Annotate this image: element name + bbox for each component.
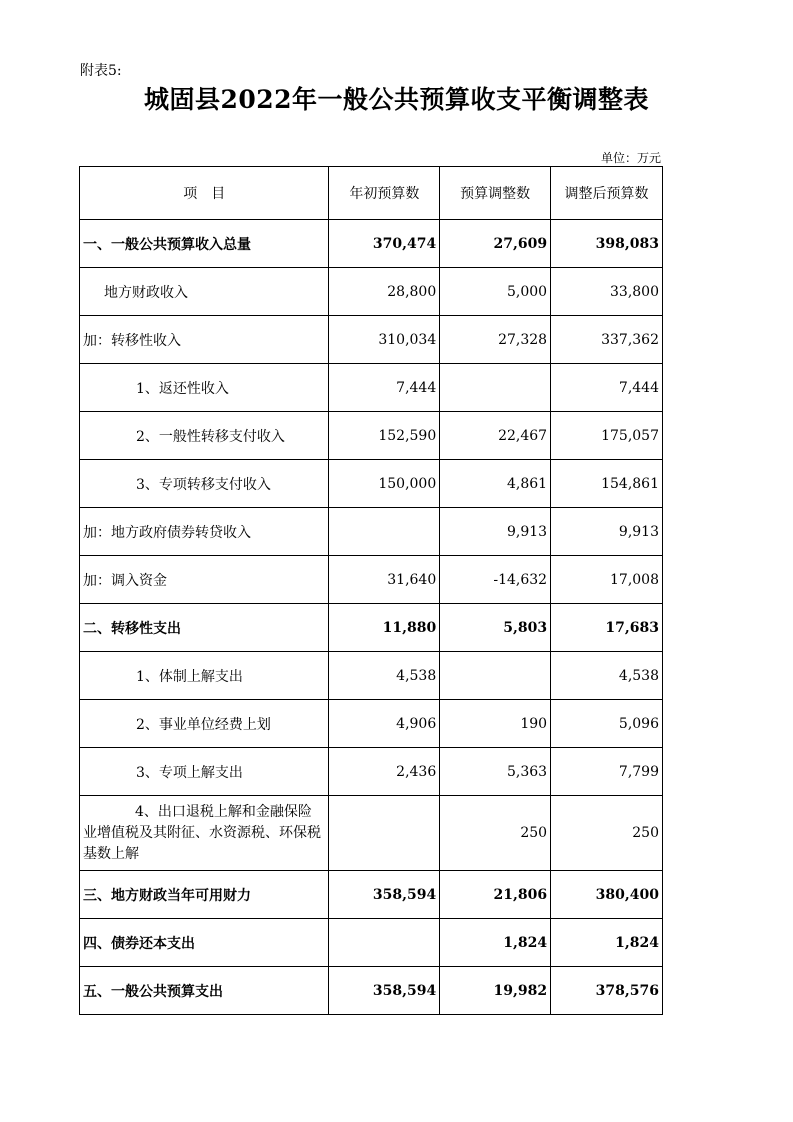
table-row: [80, 268, 663, 316]
row-adjusted: 337,362: [551, 316, 663, 364]
row-adjust: 19,982: [440, 967, 551, 1015]
row-initial: 31,640: [329, 556, 440, 604]
row-adjust: 22,467: [440, 412, 551, 460]
row-initial: 358,594: [329, 967, 440, 1015]
header-initial-budget: 年初预算数: [329, 167, 440, 220]
row-adjusted: 17,683: [551, 604, 663, 652]
table-row: [80, 364, 663, 412]
row-adjusted: 175,057: [551, 412, 663, 460]
row-label: 1、体制上解支出: [80, 652, 329, 700]
row-label: [80, 796, 329, 871]
table-row: [80, 220, 663, 268]
table-row: [80, 919, 663, 967]
row-initial: 2,436: [329, 748, 440, 796]
row-adjust: -14,632: [440, 556, 551, 604]
row-label: 二、转移性支出: [80, 604, 329, 652]
row-initial: 7,444: [329, 364, 440, 412]
row-label: 3、专项转移支付收入: [80, 460, 329, 508]
attachment-label: 附表5:: [80, 63, 122, 79]
table-header-row: [80, 167, 663, 220]
row-adjusted: 17,008: [551, 556, 663, 604]
row-initial: 358,594: [329, 871, 440, 919]
row-adjust: 21,806: [440, 871, 551, 919]
header-budget-adjustment: 预算调整数: [440, 167, 551, 220]
table-row: [80, 748, 663, 796]
table-row: [80, 460, 663, 508]
row-label: 一、一般公共预算收入总量: [80, 220, 329, 268]
table-row: [80, 700, 663, 748]
row-initial: [329, 919, 440, 967]
row-initial: 11,880: [329, 604, 440, 652]
row-initial: 370,474: [329, 220, 440, 268]
row-adjust: 250: [440, 796, 551, 871]
row-adjusted: 9,913: [551, 508, 663, 556]
row-adjust: 27,609: [440, 220, 551, 268]
row-adjusted: 378,576: [551, 967, 663, 1015]
row-label: 2、事业单位经费上划: [80, 700, 329, 748]
row-label: 五、一般公共预算支出: [80, 967, 329, 1015]
header-adjusted-budget: 调整后预算数: [551, 167, 663, 220]
table-row: [80, 652, 663, 700]
table-row: [80, 508, 663, 556]
table-row: [80, 604, 663, 652]
row-adjust: 5,000: [440, 268, 551, 316]
row-label: 地方财政收入: [80, 268, 329, 316]
row-adjusted: 250: [551, 796, 663, 871]
row-adjust: 1,824: [440, 919, 551, 967]
table-row: [80, 556, 663, 604]
row-adjusted: 7,444: [551, 364, 663, 412]
row-initial: [329, 508, 440, 556]
row-adjusted: 7,799: [551, 748, 663, 796]
row-adjusted: 5,096: [551, 700, 663, 748]
row-initial: 4,906: [329, 700, 440, 748]
page-title: 城固县2022年一般公共预算收支平衡调整表: [143, 85, 650, 114]
row-label: 四、债券还本支出: [80, 919, 329, 967]
row-initial: 28,800: [329, 268, 440, 316]
row-adjusted: 1,824: [551, 919, 663, 967]
row-label: 加：调入资金: [80, 556, 329, 604]
row-adjust: 5,803: [440, 604, 551, 652]
row-label: 加：地方政府债券转贷收入: [80, 508, 329, 556]
row-adjust: 9,913: [440, 508, 551, 556]
row-adjust: 27,328: [440, 316, 551, 364]
row-adjusted: 154,861: [551, 460, 663, 508]
row-label: 加：转移性收入: [80, 316, 329, 364]
row-label: 3、专项上解支出: [80, 748, 329, 796]
row-label: 2、一般性转移支付收入: [80, 412, 329, 460]
row-initial: 150,000: [329, 460, 440, 508]
table-row: [80, 967, 663, 1015]
row-initial: 4,538: [329, 652, 440, 700]
row-adjusted: 4,538: [551, 652, 663, 700]
row-adjust: 4,861: [440, 460, 551, 508]
budget-table: [79, 166, 663, 1015]
table-row: [80, 316, 663, 364]
row-label-text: 4、出口退税上解和金融保险业增值税及其附征、水资源税、环保税基数上解: [83, 803, 321, 862]
row-initial: 152,590: [329, 412, 440, 460]
table-row: [80, 796, 663, 871]
header-item: 项 目: [80, 167, 329, 220]
row-label: 1、返还性收入: [80, 364, 329, 412]
row-label: 三、地方财政当年可用财力: [80, 871, 329, 919]
unit-label: 单位：万元: [600, 151, 661, 165]
row-adjusted: 380,400: [551, 871, 663, 919]
row-adjust: 190: [440, 700, 551, 748]
table-row: [80, 412, 663, 460]
row-adjust: 5,363: [440, 748, 551, 796]
table-row: [80, 871, 663, 919]
row-adjust: [440, 364, 551, 412]
row-adjust: [440, 652, 551, 700]
row-initial: 310,034: [329, 316, 440, 364]
row-adjusted: 398,083: [551, 220, 663, 268]
row-initial: [329, 796, 440, 871]
row-adjusted: 33,800: [551, 268, 663, 316]
